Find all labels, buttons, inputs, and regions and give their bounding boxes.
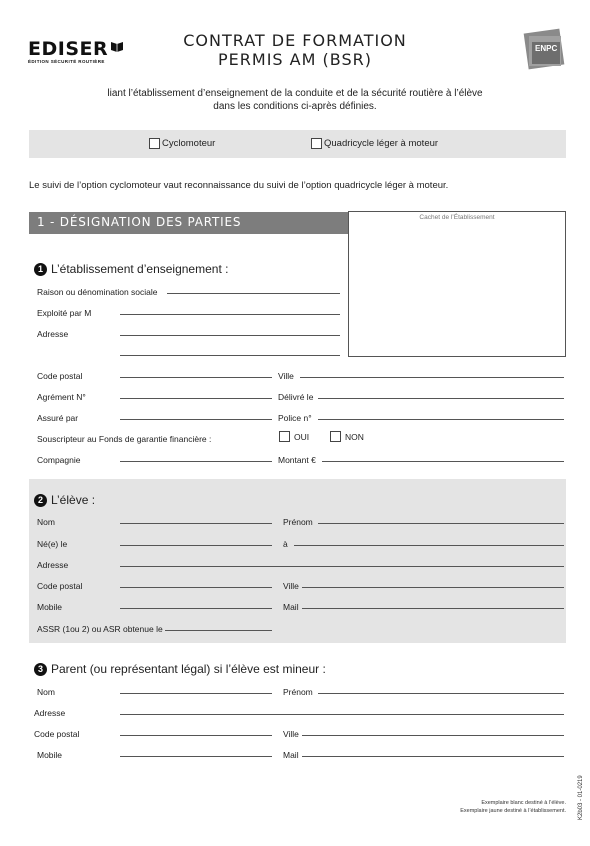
- parent-heading: [34, 662, 326, 676]
- number-2-badge: 2: [34, 494, 47, 507]
- parent-mobile-field[interactable]: [120, 756, 272, 757]
- eleve-heading-text: L’élève :: [51, 493, 96, 507]
- option-note: Le suivi de l’option cyclomoteur vaut reconnaissance du suivi de l’option quadricycle léger à moteur.: [29, 180, 449, 191]
- eleve-prenom-field[interactable]: [318, 523, 564, 524]
- parent-prenom-field[interactable]: [318, 693, 564, 694]
- assure-label: Assuré par: [37, 413, 79, 423]
- parent-cp-label: Code postal: [34, 729, 80, 739]
- eleve-cp-field[interactable]: [120, 587, 272, 588]
- ville-label: Ville: [278, 371, 294, 381]
- montant-field[interactable]: [322, 461, 564, 462]
- parent-nom-label: Nom: [37, 687, 55, 697]
- eleve-block: [29, 479, 566, 643]
- stamp-box: [348, 211, 566, 357]
- souscripteur-label: Souscripteur au Fonds de garantie financière :: [37, 434, 212, 444]
- title-line-2: PERMIS AM (BSR): [218, 50, 372, 69]
- compagnie-label: Compagnie: [37, 455, 81, 465]
- option-cyclomoteur[interactable]: [149, 138, 215, 149]
- reference-code: [578, 760, 590, 820]
- parent-cp-field[interactable]: [120, 735, 272, 736]
- eleve-prenom-label: Prénom: [283, 517, 313, 527]
- number-3-badge: 3: [34, 663, 47, 676]
- intro-line-1: liant l’établissement d’enseignement de la conduite et de la sécurité routière à l’élève: [107, 88, 483, 99]
- option-quadricycle[interactable]: [311, 138, 438, 149]
- non-checkbox[interactable]: [330, 431, 341, 442]
- delivre-field[interactable]: [318, 398, 564, 399]
- quadricycle-label: Quadricycle léger à moteur: [324, 138, 439, 149]
- intro-text: [60, 87, 530, 113]
- etablissement-heading: [34, 262, 228, 276]
- footer-line-1: Exemplaire blanc destiné à l’élève.: [481, 800, 566, 806]
- raison-field[interactable]: [167, 293, 340, 294]
- intro-line-2: dans les conditions ci-après définies.: [213, 101, 377, 112]
- montant-label: Montant €: [278, 455, 316, 465]
- quadricycle-checkbox[interactable]: [311, 138, 322, 149]
- parent-prenom-label: Prénom: [283, 687, 313, 697]
- parent-heading-text: Parent (ou représentant légal) si l’élève est mineur :: [51, 662, 326, 676]
- compagnie-field[interactable]: [120, 461, 272, 462]
- cyclomoteur-checkbox[interactable]: [149, 138, 160, 149]
- parent-mail-field[interactable]: [302, 756, 564, 757]
- eleve-nom-field[interactable]: [120, 523, 272, 524]
- delivre-label: Délivré le: [278, 392, 314, 402]
- adresse-label: Adresse: [37, 329, 69, 339]
- reference-code-text: K2b03 - 01-0219: [578, 775, 584, 820]
- eleve-a-field[interactable]: [294, 545, 564, 546]
- eleve-ville-label: Ville: [283, 581, 299, 591]
- assure-field[interactable]: [120, 419, 272, 420]
- exploite-label: Exploité par M: [37, 308, 92, 318]
- eleve-assr-field[interactable]: [165, 630, 272, 631]
- eleve-assr-label: ASSR (1ou 2) ou ASR obtenue le: [37, 624, 163, 634]
- ville-field[interactable]: [300, 377, 564, 378]
- eleve-ne-label: Né(e) le: [37, 539, 68, 549]
- agrement-label: Agrément N°: [37, 392, 86, 402]
- eleve-nom-label: Nom: [37, 517, 55, 527]
- parent-adresse-label: Adresse: [34, 708, 66, 718]
- option-band: [29, 130, 566, 158]
- eleve-adresse-field[interactable]: [120, 566, 564, 567]
- parent-nom-field[interactable]: [120, 693, 272, 694]
- section-1-header: 1 - DÉSIGNATION DES PARTIES: [29, 212, 349, 234]
- number-1-badge: 1: [34, 263, 47, 276]
- agrement-field[interactable]: [120, 398, 272, 399]
- eleve-mail-field[interactable]: [302, 608, 564, 609]
- oui-label: OUI: [294, 431, 310, 442]
- eleve-ville-field[interactable]: [302, 587, 564, 588]
- title-line-1: CONTRAT DE FORMATION: [183, 31, 407, 50]
- code-postal-field[interactable]: [120, 377, 272, 378]
- raison-label: Raison ou dénomination sociale: [37, 287, 158, 297]
- stamp-label: Cachet de l’Établissement: [419, 214, 495, 221]
- enpc-logo: [523, 28, 565, 70]
- parent-mail-label: Mail: [283, 750, 299, 760]
- parent-adresse-field[interactable]: [120, 714, 564, 715]
- non-option[interactable]: [330, 431, 364, 442]
- enpc-text: ENPC: [535, 44, 558, 53]
- exploite-field[interactable]: [120, 314, 340, 315]
- police-label: Police n°: [278, 413, 312, 423]
- eleve-adresse-label: Adresse: [37, 560, 69, 570]
- logo-subtitle: ÉDITION SÉCURITÉ ROUTIÈRE: [28, 59, 105, 64]
- eleve-mobile-label: Mobile: [37, 602, 63, 612]
- footer-line-2: Exemplaire jaune destiné à l’établissement.: [460, 808, 566, 814]
- parent-mobile-label: Mobile: [37, 750, 63, 760]
- logo-word: EDISER: [28, 38, 109, 60]
- adresse-field-2[interactable]: [120, 355, 340, 356]
- eleve-cp-label: Code postal: [37, 581, 83, 591]
- adresse-field[interactable]: [120, 335, 340, 336]
- cyclomoteur-label: Cyclomoteur: [162, 138, 216, 149]
- eleve-heading: [34, 493, 95, 507]
- eleve-ne-field[interactable]: [120, 545, 272, 546]
- eleve-mail-label: Mail: [283, 602, 299, 612]
- oui-option[interactable]: [279, 431, 309, 442]
- oui-checkbox[interactable]: [279, 431, 290, 442]
- page-title: [150, 31, 440, 69]
- footer-note: [460, 799, 566, 815]
- eleve-mobile-field[interactable]: [120, 608, 272, 609]
- ediser-logo: [28, 40, 124, 64]
- parent-ville-label: Ville: [283, 729, 299, 739]
- code-postal-label: Code postal: [37, 371, 83, 381]
- book-icon: [110, 40, 124, 52]
- non-label: NON: [345, 431, 364, 442]
- eleve-a-label: à: [283, 539, 288, 549]
- parent-ville-field[interactable]: [302, 735, 564, 736]
- police-field[interactable]: [318, 419, 564, 420]
- etablissement-heading-text: L’établissement d’enseignement :: [51, 262, 229, 276]
